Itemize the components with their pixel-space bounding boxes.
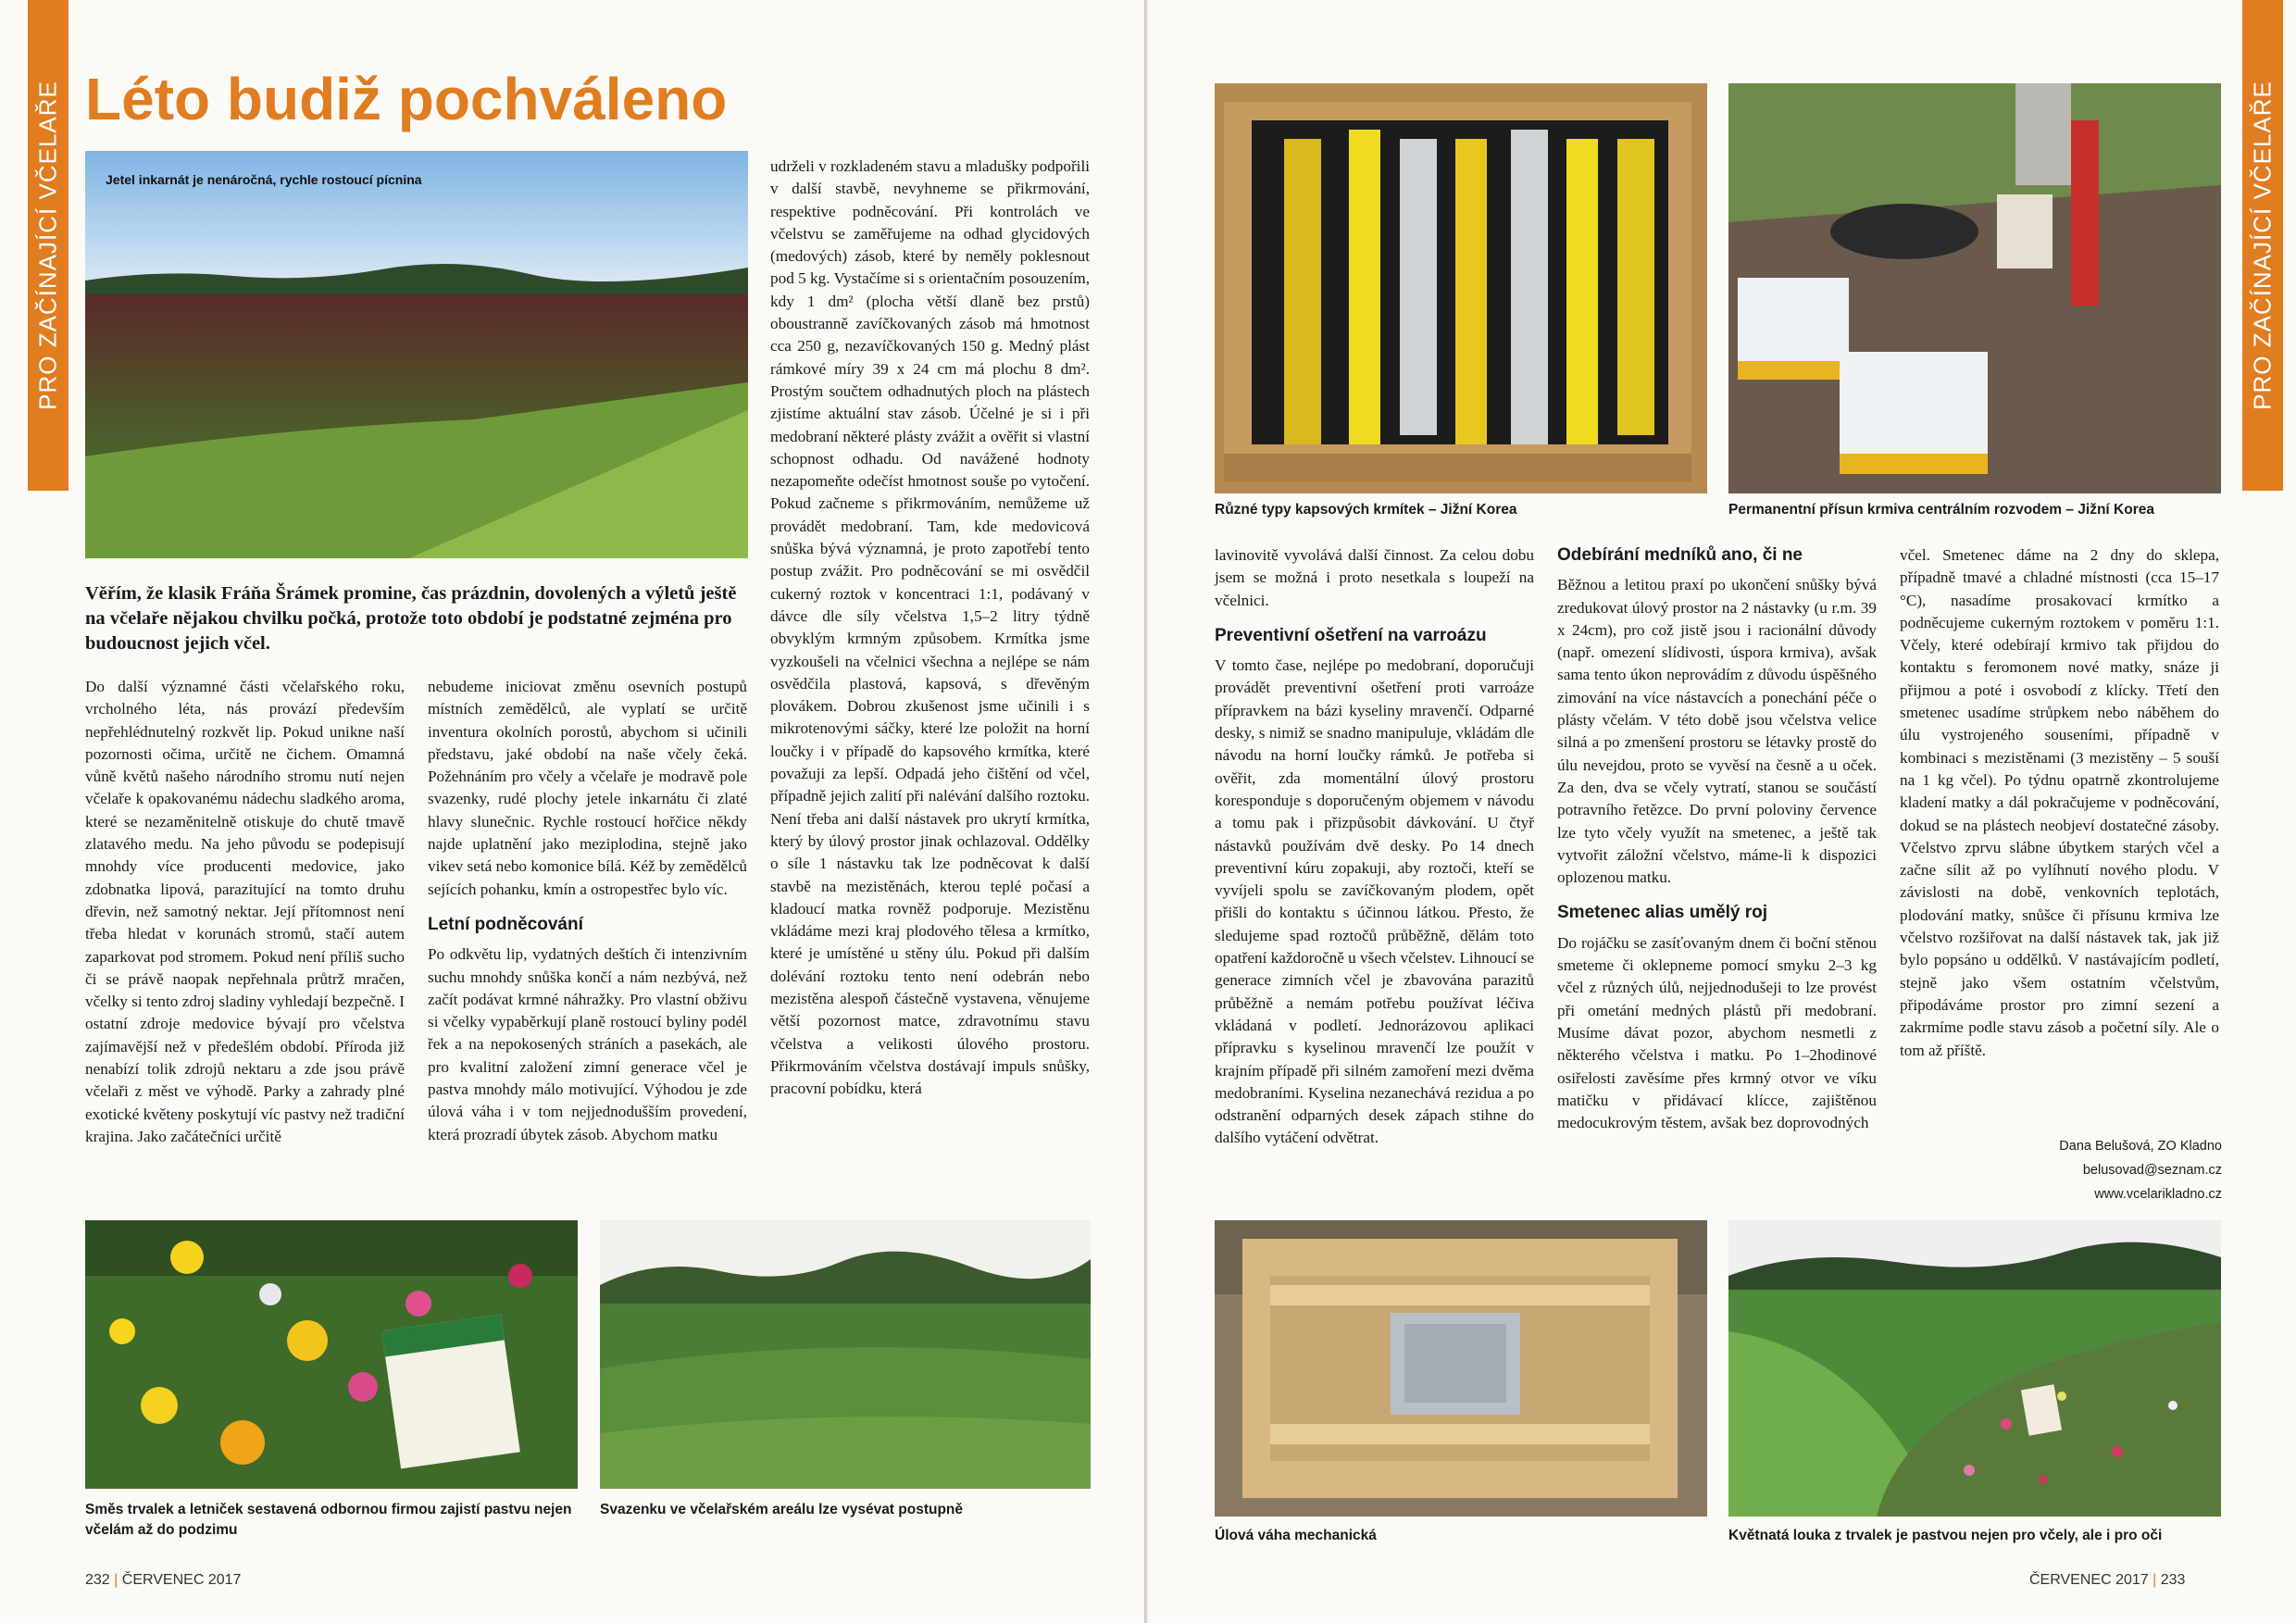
paragraph: Do rojáčku se zasíťovaným dnem či boční stěnou smeteme či oklepneme pomocí smyku 2–3 kg včel z různých úlů, nejjednodušeji to lze provést při ometání medných plástů při medobraní. Musíme dávat pozor, abychom nesmetli z některého včelstva i matku. Po 1–2hodinové osiřelosti zavěsíme přes krmný otvor ve víku matičku v přidávací klícce, zajištěnou medocukrovým těstem, avšak bez doprovodných: [1557, 933, 1877, 1132]
section-tab-label: PRO ZAČÍNAJÍCÍ VČELAŘE: [2248, 81, 2277, 410]
photo-central-feeding: [1728, 83, 2221, 493]
photo-hive-scale: [1215, 1220, 1707, 1517]
paragraph: lavinovitě vyvolává další činnost. Za celou dobu jsem se možná i proto nesetkala s loupeží na včelnici.: [1215, 546, 1534, 609]
caption-flower-mix: Směs trvalek a letniček sestavená odbornou firmou zajistí pastvu nejen včelám až do podzimu: [85, 1502, 572, 1538]
paragraph: V tomto čase, nejlépe po medobraní, doporučuji provádět preventivní ošetření proti varroáze přípravkem na bázi kyseliny mravenčí. Odparné desky, s nimiž se snadno manipuluje, vkládám dle návodu na horní loučky rámků. Je potřeba si ověřit, zda momentální úlový prostoru koresponduje s doporučeným objemem v návodu a tomu pak i přizpůsobit dávkování. U čtyř nástavků používám dvě desky. Po 14 dnech preventivní kúru zopakuji, aby roztoči, kteří se vyvíjeli spolu se zavíčkovaným plodem, opět přišli do kontaktu s účinnou látkou. Přesto, že sledujeme spad roztočů průběžně, dělám toto opatření každoročně u všech včelstev. Lihnoucí se generace zimních včel je zbavována parazitů průběžně a nemám potřebu používat léčiva vkládaná v podletí. Jednorázovou aplikaci přípravku s kyselinou mravenčí lze použít v krajním případě při silném zamoření mezi dvěma medobraními. Kyselina nezanechává rezidua a po odstranění odparných desek zápach stihne do dalšího vytáčení odvětrat.: [1215, 656, 1534, 1147]
flower-mix-image: [85, 1220, 578, 1489]
section-heading: Smetenec alias umělý roj: [1557, 903, 1768, 923]
text-column-5: [1557, 544, 1877, 1134]
issue-date-right: ČERVENEC 2017: [2029, 1572, 2149, 1588]
text-column-4: [1215, 544, 1534, 1150]
clover-field-image: [85, 151, 748, 558]
section-heading: Odebírání medníků ano, či ne: [1557, 545, 1803, 565]
section-heading: Letní podněcování: [428, 914, 583, 934]
paragraph: Běžnou a letitou praxí po ukončení snůšky bývá zredukovat úlový prostor na 2 nástavky (u r.m. 39 x 24cm), pro což jistě jsou i racionální důvody (např. omezení slídivosti, úspora krmiva), avšak sama tento úkon neprovádím z důvodu úspěšného zimování na více nástavcích a ponechání péče o plásty včelám. V této době jsou včelstva velice silná a po zmenšení prostoru se létavky prostě do úlu nevejdou, proto se vyvěsí na česně a u oček. Za den, dva se včely vytratí, stanou se součástí potravního řetězce. Do první poloviny července lze tyto včely využít na smetenec, a ještě tak vytvořit záložní včelstvo, máme-li k dispozici oplozenou matku.: [1557, 576, 1877, 887]
right-page: [1148, 0, 2296, 1623]
article-lead: Věřím, že klasik Fráňa Šrámek promine, čas prázdnin, dovolených a výletů ještě na včelaře nějakou chvilku počká, protože toto období je podstatné zejména pro budoucnost jejich včel.: [85, 583, 737, 654]
phacelia-field-image: [600, 1220, 1091, 1489]
photo-flower-mix: [85, 1220, 578, 1489]
hive-scale-image: [1215, 1220, 1707, 1517]
caption-central-feeding: Permanentní přísun krmiva centrálním rozvodem – Jižní Korea: [1728, 502, 2154, 518]
footer-right: ČERVENEC 2017 | 233: [2029, 1572, 2186, 1588]
section-tab-right: [2242, 0, 2283, 491]
section-heading: Preventivní ošetření na varroázu: [1215, 625, 1487, 645]
issue-date-left: ČERVENEC 2017: [121, 1572, 242, 1588]
paragraph: udrželi v rozkladeném stavu a mladušky podpořili v další stavbě, nevyhneme se přikrmování, respektive podněcování. Při kontrolách ve včelstvu se zaměřujeme na odhad glycidových (medových) zásob, které by neměly poklesnout pod 5 kg. Vystačíme si s orientačním posouzením, kdy 1 dm² (plocha větší dlaně bez prstů) oboustranně zavíčkovaných zásob má hmotnost cca 250 g, nezavíčkovaných 150 g. Medný plást rámkové míry 39 x 24 cm má plochu 8 dm². Prostým součtem odhadnutých ploch na plástech zjistíme aktuální stav zásob. Účelné je si i při medobraní některé plásty zvážit a ověřit si vlastní schopnost odhadu. Od navážené hodnoty nezapomeňte odečíst hmotnost souše po vytočení. Pokud začneme s přikrmováním, nemůžeme už provádět medobraní. Tam, kde medovicová snůška bývá významná, je proto zapotřebí tento postup zvážit. Pro podněcování se mi osvědčil cukerný roztok v koncentraci 1:1, podávaný v dávce dle síly včelstva 1,5–2 litry týdně obvyklým krmným způsobem. Krmítka jsme vyzkoušeli na včelnici všechna a nejlépe se nám osvědčila plastová, kapsová, s dřevěným plovákem. Dobrou zkušenost jsme učinili i s mikrotenovými sáčky, které lze položit na horní loučky i v případě do kapsového krmítka, které považuji za lepší. Odpadá jeho čištění od včel, případně jejich zalití při nalévání dalšího roztoku. Není třeba ani další nástavek pro ukrytí krmítka, který by úlový prostor jinak ochlazoval. Oddělky o síle 1 nástavku tak lze podněcovat k další stavbě na mezistěnách, kterou teplé počasí a kladoucí matka rovněž podporuje. Mezistěnu vkládáme mezi kraj plodového tělesa a krmítko, které je umístěné u stěny úlu. Pokud při dalším dolévání roztoku tento není odebrán nebo mezistěna alespoň částečně vystavena, věnujeme větší pozornost matce, zdravotnímu stavu včelstva a velikosti úlového prostoru. Přikrmováním včelstva dostávají impuls snůšky, pracovní pobídku, která: [770, 157, 1090, 1098]
photo-caption-top: Jetel inkarnát je nenáročná, rychle rostoucí pícnina: [106, 172, 422, 187]
pocket-feeders-image: [1215, 83, 1707, 493]
paragraph: Do další významné části včelařského roku, vrcholného léta, nás provází především nepřehlédnutelný rozkvět lip. Pokud unikne naší pozornosti očima, určitě ne čichem. Omamná vůně květů našeho národního stromu nutí nejen včelaře k opakovanému nádechu sladkého aroma, které se nezaměnitelně otiskuje do chutě tmavě zlatavého medu. Na jeho původu se podepisují mnohdy více producenti medovice, jako zdobnatka lipová, parazitující na tomto druhu dřevin, než samotný nektar. Její přítomnost není třeba hledat v korunách stromů, stačí autem zaparkovat pod stromem. Pokud není příliš sucho či se právě naopak nepřehnala průtrž mračen, včelky si tento zdroj sladiny vyhledají bezpečně. I ostatní zdroje medovice bývají pro včelstva zajímavější než v předešlém období. Příroda již nenabízí tolik zdrojů nektaru a zde jsou právě včelaři z měst ve výhodě. Parky a zahrady plné exotické květeny poskytují víc pastvy než tradiční krajina. Jako začátečníci určitě: [85, 678, 405, 1145]
section-tab-left: [28, 0, 69, 491]
author-name: Dana Belušová, ZO Kladno: [2059, 1139, 2222, 1154]
flower-meadow-image: [1728, 1220, 2221, 1517]
footer-left: 232 | ČERVENEC 2017: [85, 1572, 242, 1588]
caption-hive-scale: Úlová váha mechanická: [1215, 1528, 1377, 1543]
paragraph: nebudeme iniciovat změnu osevních postupů místních zemědělců, ale vyplatí se určitě inventura okolních porostů, abychom si učinili představu, jaké období na naše včely čeká. Požehnáním pro včely a včelaře je modravě pole svazenky, rudé plochy jetele inkarnátu či zlaté hlavy slunečnic. Rychle rostoucí hořčice někdy najde uplatnění jako meziplodina, stejně jako vikev setá nebo komonice bílá. Kéž by zemědělců sejících pohanku, kmín a ostropestřec bylo víc.: [428, 678, 747, 898]
caption-phacelia-field: Svazenku ve včelařském areálu lze vysévat postupně: [600, 1502, 964, 1517]
page-number-right: 233: [2160, 1572, 2186, 1588]
caption-flower-meadow: Květnatá louka z trvalek je pastvou nejen pro včely, ale i pro oči: [1728, 1528, 2163, 1543]
central-feeding-image: [1728, 83, 2221, 493]
paragraph: Po odkvětu lip, vydatných deštích či intenzivním suchu mnohdy snůška končí a nám nezbývá, než začít podávat krmné náhražky. Pro vlastní obživu si včelky vypaběrkují planě rostoucí byliny podél řek a na nepokosených stráních a pasekách, ale pro kvalitní založení zimní generace včel je pastva mnohdy málo motivující. Výhodou je zde úlová váha i v tom nejjednodušším provedení, která prozradí úbytek zásob. Abychom matku: [428, 945, 747, 1143]
text-column-1: [85, 676, 405, 1148]
photo-flower-meadow: [1728, 1220, 2221, 1517]
text-column-3: [770, 156, 1090, 1100]
caption-pocket-feeders: Různé typy kapsových krmítek – Jižní Korea: [1215, 502, 1517, 518]
photo-pocket-feeders: [1215, 83, 1707, 493]
author-block: [1898, 1134, 2222, 1206]
photo-phacelia-field: [600, 1220, 1091, 1489]
author-website[interactable]: www.vcelarikladno.cz: [2094, 1187, 2222, 1202]
page-number-left: 232: [85, 1572, 110, 1588]
photo-clover-field: [85, 151, 748, 558]
author-email[interactable]: belusovad@seznam.cz: [2082, 1163, 2222, 1178]
section-tab-label: PRO ZAČÍNAJÍCÍ VČELAŘE: [33, 81, 62, 410]
text-column-2: [428, 676, 747, 1146]
article-title: Léto budiž pochváleno: [85, 66, 728, 132]
paragraph: včel. Smetenec dáme na 2 dny do sklepa, případně tmavé a chladné místnosti (cca 15–17 °C), nasadíme prosakovací krmítko a podněcujeme cukerným roztokem v poměru 1:1. Včely, které odebírají krmivo tak přijdou do kontaktu s feromonem nové matky, snáze ji přijmou a poté i osvobodí z klícky. Třetí den smetenec usadíme strůpkem nebo náběhem do úlu vystrojeného souseními, případně v kombinaci s mezistěnami (3 mezistěny – 5 souší na 1 kg včel). Po týdnu opatrně zkontrolujeme kladení matky a dál pokračujeme v podněcování, dokud se na plástech neobjeví dostatečné zásoby. Včelstvo zprvu slábne úbytkem starých včel a začne sílit až po vylíhnutí nového plodu. V závislosti na době, venkovních teplotách, plodování matky, snůšce či přísunu krmiva lze včelstvo rozšiřovat na další nástavek tak, jak již bylo popsáno u oddělků. V nastávajícím podletí, stejně jako všem ostatním včelstvům, připodáváme prostor pro zimní sezení a zakrmíme podle stavu zásob a početní síly. Ale o tom až příště.: [1900, 546, 2219, 1059]
text-column-6: [1900, 544, 2219, 1062]
